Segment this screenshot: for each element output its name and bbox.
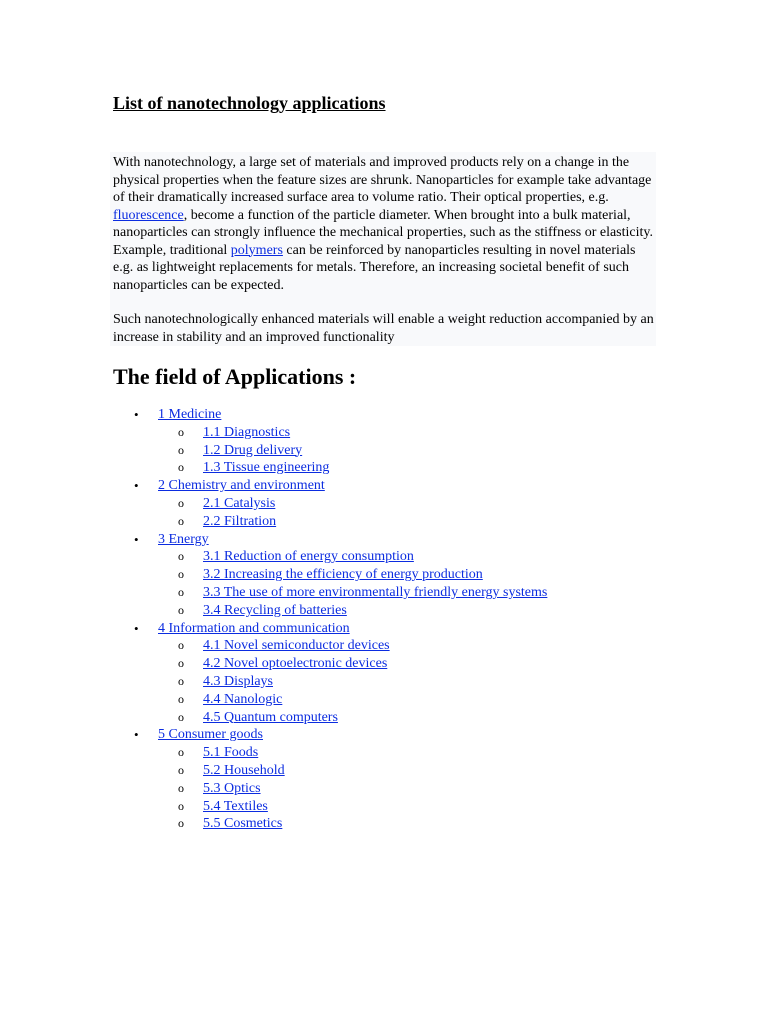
- bullet-circle-icon: o: [178, 495, 184, 510]
- toc-link[interactable]: 5.2 Household: [203, 762, 285, 778]
- toc-subsection-item: [113, 780, 547, 798]
- toc-link[interactable]: 4.1 Novel semiconductor devices: [203, 638, 390, 654]
- toc-link[interactable]: 5.1 Foods: [203, 745, 259, 761]
- toc-link[interactable]: 5.3 Optics: [203, 780, 261, 796]
- bullet-circle-icon: o: [178, 567, 184, 582]
- toc-subsection-item: [113, 459, 547, 477]
- intro-section: [110, 152, 656, 346]
- toc-link[interactable]: 4.3 Displays: [203, 673, 273, 689]
- toc-subsection-item: [113, 637, 547, 655]
- toc-section-item: [113, 531, 547, 549]
- bullet-circle-icon: o: [178, 691, 184, 706]
- toc-subsection-item: [113, 744, 547, 762]
- bullet-circle-icon: o: [178, 673, 184, 688]
- toc-link[interactable]: 2.1 Catalysis: [203, 495, 276, 511]
- toc-subsection-item: [113, 566, 547, 584]
- toc-subsection-item: [113, 798, 547, 816]
- bullet-circle-icon: o: [178, 780, 184, 795]
- bullet-disc-icon: •: [134, 407, 139, 422]
- bullet-circle-icon: o: [178, 442, 184, 457]
- toc-link[interactable]: 5.5 Cosmetics: [203, 816, 283, 832]
- bullet-circle-icon: o: [178, 798, 184, 813]
- toc-section-item: [113, 477, 547, 495]
- toc-link[interactable]: 1.3 Tissue engineering: [203, 460, 330, 476]
- bullet-circle-icon: o: [178, 424, 184, 439]
- toc-link[interactable]: 5.4 Textiles: [203, 798, 268, 814]
- bullet-circle-icon: o: [178, 584, 184, 599]
- section-heading: The field of Applications :: [113, 364, 357, 389]
- polymers-link[interactable]: polymers: [230, 242, 283, 258]
- toc-subsection-item: [113, 691, 547, 709]
- toc-subsection-item: [113, 495, 547, 513]
- toc-link[interactable]: 3.1 Reduction of energy consumption: [203, 549, 414, 565]
- toc-link[interactable]: 3 Energy: [158, 531, 209, 547]
- bullet-circle-icon: o: [178, 745, 184, 760]
- intro-text-3: can be reinforced by nanoparticles resulting in novel materials e.g. as lightweight replacements for metals. Therefore, an increasing societal benefit of such nanoparticles can be expected.: [113, 242, 636, 293]
- fluorescence-link[interactable]: fluorescence: [113, 207, 184, 223]
- toc-subsection-item: [113, 673, 547, 691]
- toc-subsection-item: [113, 709, 547, 727]
- bullet-circle-icon: o: [178, 638, 184, 653]
- toc-link[interactable]: 4 Information and communication: [158, 620, 350, 636]
- toc-link[interactable]: 3.2 Increasing the efficiency of energy production: [203, 567, 483, 583]
- toc-subsection-item: [113, 815, 547, 833]
- bullet-circle-icon: o: [178, 460, 184, 475]
- toc-subsection-item: [113, 513, 547, 531]
- toc-subsection-item: [113, 424, 547, 442]
- toc-section-item: [113, 620, 547, 638]
- toc-link[interactable]: 3.4 Recycling of batteries: [203, 602, 347, 618]
- toc-link[interactable]: 1.2 Drug delivery: [203, 442, 303, 458]
- toc-subsection-item: [113, 442, 547, 460]
- toc-link[interactable]: 5 Consumer goods: [158, 727, 263, 743]
- table-of-contents: [113, 406, 547, 833]
- bullet-disc-icon: •: [134, 620, 139, 636]
- toc-link[interactable]: 1.1 Diagnostics: [203, 424, 291, 440]
- bullet-circle-icon: o: [178, 762, 184, 777]
- intro-paragraph-2: Such nanotechnologically enhanced materials will enable a weight reduction accompanied by an increase in stability and an improved functionality: [113, 312, 654, 345]
- page-title: List of nanotechnology applications: [113, 93, 386, 113]
- toc-subsection-item: [113, 602, 547, 620]
- bullet-circle-icon: o: [178, 513, 184, 528]
- toc-link[interactable]: 1 Medicine: [158, 407, 222, 422]
- bullet-disc-icon: •: [134, 531, 139, 547]
- toc-link[interactable]: 2.2 Filtration: [203, 513, 277, 529]
- intro-text-1: With nanotechnology, a large set of materials and improved products rely on a change in the physical properties when the feature sizes are shrunk. Nanoparticles for example take advantage of their dramatically increased surface area to volume ratio. Their optical properties, e.g.: [113, 155, 652, 205]
- toc-subsection-item: [113, 655, 547, 673]
- toc-section-item: [113, 726, 547, 744]
- bullet-circle-icon: o: [178, 602, 184, 617]
- bullet-circle-icon: o: [178, 709, 184, 724]
- bullet-disc-icon: •: [134, 727, 139, 743]
- toc-subsection-item: [113, 762, 547, 780]
- bullet-disc-icon: •: [134, 478, 139, 494]
- intro-paragraph-1: [113, 154, 656, 294]
- toc-link[interactable]: 3.3 The use of more environmentally friendly energy systems: [203, 584, 548, 600]
- bullet-circle-icon: o: [178, 549, 184, 564]
- bullet-circle-icon: o: [178, 656, 184, 671]
- toc-link[interactable]: 4.4 Nanologic: [203, 691, 283, 707]
- toc-subsection-item: [113, 584, 547, 602]
- intro-text-2: , become a function of the particle diameter. When brought into a bulk material, nanoparticles can strongly influence the mechanical properties, such as the stiffness or elasticity. Example, traditional: [113, 207, 653, 258]
- toc-link[interactable]: 4.2 Novel optoelectronic devices: [203, 656, 388, 672]
- toc-subsection-item: [113, 548, 547, 566]
- toc-link[interactable]: 2 Chemistry and environment: [158, 478, 325, 494]
- toc-link[interactable]: 4.5 Quantum computers: [203, 709, 338, 725]
- bullet-circle-icon: o: [178, 816, 184, 831]
- toc-section-item: [113, 406, 547, 424]
